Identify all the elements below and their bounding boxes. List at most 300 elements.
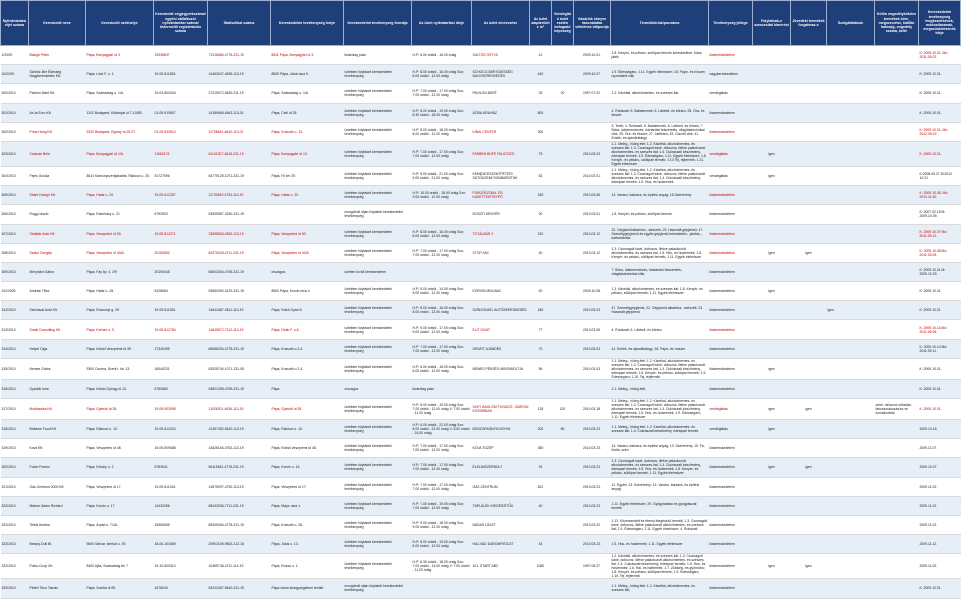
- table-cell: Polus-Coop Zrt.: [29, 554, 86, 579]
- table-cell: 307/2010.: [1, 224, 29, 243]
- table-row[interactable]: [1, 65, 961, 84]
- table-cell: [827, 535, 875, 554]
- table-row[interactable]: [1, 205, 961, 224]
- table-cell: 2010.03.23.: [574, 420, 611, 439]
- table-cell: [753, 320, 791, 339]
- table-cell: [552, 477, 574, 496]
- table-row[interactable]: [1, 262, 961, 281]
- table-cell: [875, 515, 919, 534]
- table-cell: 2010.03.12.: [574, 243, 611, 262]
- table-cell: Andrási Tibor: [29, 282, 86, 301]
- table-cell: Pápa, Kossuth u. 28.: [271, 515, 344, 534]
- table-cell: 300: [530, 122, 552, 141]
- table-cell: [791, 535, 827, 554]
- table-cell: 2009.10.01.: [574, 46, 611, 65]
- table-cell: 1.1. Meleg-, hideg étel; 1.2. Kávéital, alkoholmentes- és szeszes ital; 1.3. Csomagolt kávé, dobozos, illetve palackozott alkoholmentes- és szeszes ital; 1.4. Cukrászati készítmény, édesipari termék; 1.9. Édességáru; 1.11. Egyéb élelmiszer; 1.8. Kenyér- és pékáru, sütőipari termék; 1.10 Tej, tejtermék; 1.11. Egyéb élelmiszer: [611, 141, 707, 166]
- table-cell: 19-09-511016: [154, 477, 208, 496]
- table-cell: üzletben folytatott kereskedelmi tevékenység: [344, 339, 412, 358]
- table-cell: üzletben folytatott kereskedelmi tevékenység: [344, 243, 412, 262]
- table-cell: 1.1. Meleg-, hideg étel; 1.2. Kávéital, alkoholmentes- és szeszes ital; 1.3. Csomagolt kávé, dobozos, illetve palackozott alkoholmentes- és szeszes ital; 1.4. Cukrászati készítmény, édesipari termék; 1.5. Hús- és hústermék: [611, 166, 709, 185]
- table-row[interactable]: [1, 399, 961, 420]
- table-cell: ELIT DIVAT: [472, 320, 530, 339]
- table-cell: 2009.11.12.: [919, 535, 961, 554]
- table-cell: [753, 439, 791, 458]
- table-cell: 1.3. Csomagolt kávé, dobozos, illetve palackozott alkoholmentes- és szeszes ital; 1.5. Hús- és hústermék; 1.8. Kenyér- és pékáru, sütőipari termék; 1.11. Egyéb élelmiszer: [611, 243, 709, 262]
- table-cell: Pápa, Kőváry u. 2.: [86, 458, 154, 477]
- table-cell: [791, 358, 827, 379]
- table-cell: [791, 224, 827, 243]
- table-cell: 62525740-1071-231-08: [208, 358, 271, 379]
- table-cell: [552, 205, 574, 224]
- table-cell: Pápa, Major utca 1.: [271, 496, 344, 515]
- table-cell: 10465746-4711-114-19: [208, 554, 271, 579]
- table-cell: KORVIN MINI ABC: [472, 282, 530, 301]
- table-cell: 2010.03.23.: [574, 496, 611, 515]
- table-row[interactable]: [1, 358, 961, 379]
- table-cell: 315/2010.: [1, 358, 29, 379]
- table-cell: [791, 103, 827, 122]
- table-cell: üzletben folytatott kereskedelmi tevékenység: [344, 224, 412, 243]
- table-cell: [791, 496, 827, 515]
- table-cell: [552, 515, 574, 534]
- table-cell: 96: [530, 358, 552, 379]
- table-cell: 9300 Csorna, Szent I. kir. 13.: [86, 358, 154, 379]
- table-cell: H-P: 8.00 órától - 16.00 óráig Szo: 8.00 órától - 12.00 óráig: [412, 65, 472, 84]
- table-cell: [791, 420, 827, 439]
- column-header[interactable]: Kereskedő cégjegyzékszáma/ egyéni vállalkozói nyilvántartási száma/ őstermelői regisztrációs száma: [154, 1, 208, 46]
- table-cell: [552, 122, 574, 141]
- table-cell: [827, 141, 875, 166]
- table-cell: [552, 141, 574, 166]
- table-cell: Pápa, Veszprémi út 40/A: [271, 243, 344, 262]
- table-cell: [875, 579, 919, 598]
- table-cell: [753, 496, 791, 515]
- table-cell: Beauty-Dull Bt.: [29, 535, 86, 554]
- table-cell: Pápa, Rozsa u. 1.: [271, 554, 344, 579]
- table-cell: K: 2009.10.01.: [919, 84, 961, 103]
- table-cell: [875, 186, 919, 205]
- table-cell: [791, 141, 827, 166]
- table-row[interactable]: [1, 84, 961, 103]
- table-cell: [827, 262, 875, 281]
- table-cell: [875, 301, 919, 320]
- table-cell: 322/2010.: [1, 496, 29, 515]
- table-cell: [574, 122, 611, 141]
- table-cell: H-P: 7.00 órától - 17.00 óráig Szo: 7.00 órától - 12.00 óráig: [412, 243, 472, 262]
- table-cell: Pápa, Celli út 25.: [271, 103, 344, 122]
- table-cell: kiskereskedelem: [709, 535, 753, 554]
- table-cell: 1.8. Kenyér- és pékáru, sütőipari termék kereskedése: bútor, játék: [611, 46, 709, 65]
- table-cell: kiskereskedelem: [709, 205, 753, 224]
- table-cell: NEMES PÉKSÉG MINTABOLTJA: [472, 358, 530, 379]
- table-cell: 323/2010.: [1, 579, 29, 598]
- table-cell: 822: [530, 477, 552, 496]
- table-cell: 23698563-4532-113-19: [208, 224, 271, 243]
- table-row[interactable]: [1, 339, 961, 358]
- table-cell: 8400 Ajka, Szabadság tér 7.: [86, 554, 154, 579]
- table-cell: H-P: 6.00 órától - 22.00 óráig Szo: 8.00 órától - 22.00 óráig V: 8.00 órától - 16.00 óráig: [412, 420, 472, 439]
- table-cell: PAVILON BÜFÉ: [472, 84, 530, 103]
- column-header[interactable]: Statisztikai száma: [208, 1, 271, 46]
- table-cell: [791, 122, 827, 141]
- table-cell: GRAFIT AJÁNDÉK: [472, 339, 530, 358]
- table-cell: [875, 122, 919, 141]
- table-cell: [552, 379, 574, 398]
- table-cell: kizárólag piaci: [344, 46, 412, 65]
- table-cell: 6750860: [154, 379, 208, 398]
- table-cell: 8511 Pápa, Bonyagyári út 3.: [271, 46, 344, 65]
- table-cell: 1.2. Kávéital, alkoholmentes- és szeszes ital;: [611, 84, 709, 103]
- table-cell: Pápa, Bonyagyári út 13.: [271, 141, 344, 166]
- table-cell: Pápa, Veszprémi út 48.: [86, 439, 154, 458]
- table-cell: [827, 554, 875, 579]
- table-cell: 19-10-500314: [154, 554, 208, 579]
- table-row[interactable]: [1, 103, 961, 122]
- table-cell: [791, 282, 827, 301]
- column-header[interactable]: Folytatnak-e szeszesital kimérést: [753, 1, 791, 46]
- table-cell: 2010.03.12.: [574, 224, 611, 243]
- table-cell: [530, 579, 552, 598]
- table-row[interactable]: [1, 282, 961, 301]
- table-cell: 318/2010.: [1, 420, 29, 439]
- column-header[interactable]: Termékkör/ak/ponzáma: [611, 1, 709, 46]
- table-cell: 210: [530, 224, 552, 243]
- table-cell: 101. START ABC: [472, 554, 530, 579]
- table-cell: Pápa, Kossuth u.2-4.: [271, 358, 344, 379]
- table-cell: [271, 205, 344, 224]
- table-cell: nagykereskedelem: [709, 65, 753, 84]
- table-cell: K: 2009.10.14 Mó: 2011.09.11.: [919, 339, 961, 358]
- table-row[interactable]: [1, 458, 961, 477]
- table-cell: 301/2010.: [1, 103, 29, 122]
- table-cell: igen: [753, 399, 791, 420]
- table-row[interactable]: [1, 320, 961, 339]
- table-cell: Pétert Tibor Tamás: [29, 579, 86, 598]
- header-row: [1, 1, 961, 46]
- table-cell: 14189665-4643-113-01: [208, 103, 271, 122]
- table-cell: Császár Béla: [29, 141, 86, 166]
- table-row[interactable]: [1, 122, 961, 141]
- table-cell: [753, 65, 791, 84]
- table-cell: 41. Emlék- és ajándéktárgy; 18. Papír- és írószer: [611, 339, 709, 358]
- table-cell: [574, 579, 611, 598]
- table-cell: [472, 579, 530, 598]
- table-cell: [827, 399, 875, 420]
- table-cell: H-P: 6.00 órától - 19.00 óráig Szo: 7.00 órától - 12.00 óráig V: 7.00 órától - 11.00 óráig: [412, 399, 472, 420]
- table-cell: Pápa, Somlai út 69.: [86, 579, 154, 598]
- table-cell: 19-09-509688: [154, 439, 208, 458]
- table-cell: 322/2010.: [1, 515, 29, 534]
- table-cell: 2010.03.03.: [574, 141, 611, 166]
- column-header[interactable]: Kereskedelmi tevékenység megkezdésének, módosításának, megszüntetésének ideje: [919, 1, 961, 46]
- table-cell: Pápa, Határ u. 28.: [86, 282, 154, 301]
- table-row[interactable]: [1, 496, 961, 515]
- table-cell: [827, 496, 875, 515]
- column-header[interactable]: Kereskedelmi tevékenység helye: [271, 1, 344, 46]
- table-cell: vendéglátás: [709, 166, 753, 185]
- table-cell: Fejes Gusika: [29, 166, 86, 185]
- table-row[interactable]: [1, 477, 961, 496]
- table-cell: 19335837: [154, 46, 208, 65]
- table-cell: 27215972-5630-211-19: [208, 84, 271, 103]
- table-cell: [791, 65, 827, 84]
- table-cell: 800: [530, 103, 552, 122]
- table-cell: H-P: 8.00 órától - 16.00 óráig Szo: 8.00 órától - 12.00 óráig: [412, 224, 472, 243]
- table-row[interactable]: [1, 224, 961, 243]
- table-cell: H-P: 7.00 órától - 19.00 óráig Szo: 7.00 órától - 12.00 óráig: [412, 496, 472, 515]
- table-cell: 1080: [530, 554, 552, 579]
- table-cell: [552, 224, 574, 243]
- table-cell: 1.2. Kávéital, alkoholmentes- és szeszes ital; 1.3. Csomagolt kávé, dobozos, illetve palackozott alkoholmentes- és szeszes ital; 1.4. Cukrászati készítmény, édesipari termék; 1.5. Hús- és hústermék; 1.6. Hal- és haltermék; 1.7. Zöldség- és gyümölcs; 1.8. Kenyér- és pékáru, sütőipari termék; 1.9. Édességáru; 1.10. Tej, tejtermék: [611, 554, 709, 579]
- column-header[interactable]: Külön engedélyköteles termékek köre, megszerzése, kiállító hatóság, engedély száma, kelte: [875, 1, 919, 46]
- table-cell: [552, 65, 574, 84]
- table-cell: K: 2009.10.01.: [919, 399, 961, 420]
- table-cell: 2010.03.20.: [574, 515, 611, 534]
- table-cell: 1102 Budapest, Kőbányai út 7-10/3B.: [86, 103, 154, 122]
- table-cell: [875, 358, 919, 379]
- table-cell: kiskereskedelem: [709, 301, 753, 320]
- table-cell: [791, 379, 827, 398]
- table-cell: 66503354-4755-231-19: [208, 262, 271, 281]
- table-cell: 5128684: [154, 282, 208, 301]
- table-cell: [530, 515, 552, 534]
- table-cell: 15360555: [154, 515, 208, 534]
- table-cell: TÁPLÁLÉK KIEGÉSZÍTŐK: [472, 496, 530, 515]
- table-cell: [827, 186, 875, 205]
- table-cell: [791, 262, 827, 281]
- table-cell: [875, 205, 919, 224]
- table-cell: mozgóbolt útján folytatott kereskedelmi tevékenység: [344, 579, 412, 598]
- table-cell: H-P: 7.00 órától - 17.00 óráig Szo: 7.00 órától - 12.00 óráig: [412, 141, 472, 166]
- column-header[interactable]: Kereskedelmi tevékenység formája: [344, 1, 412, 46]
- table-row[interactable]: [1, 579, 961, 598]
- table-cell: [875, 166, 919, 185]
- table-cell: 2009.10.08.: [574, 282, 611, 301]
- table-cell: Pápa, Gyimóti út 35.: [86, 399, 154, 420]
- table-cell: [753, 186, 791, 205]
- table-cell: [574, 262, 611, 281]
- table-row[interactable]: [1, 141, 961, 166]
- table-cell: 16040231: [154, 358, 208, 379]
- table-cell: [791, 166, 827, 185]
- table-cell: 14. Vasáru, barkács, és építési anyag; 15.Szerelvény: [611, 186, 709, 205]
- table-cell: [827, 458, 875, 477]
- table-cell: [753, 579, 791, 598]
- table-cell: Pápa, Kórház u. 9.: [86, 320, 154, 339]
- table-cell: [753, 339, 791, 358]
- table-row[interactable]: [1, 243, 961, 262]
- table-cell: Szinvaval Autó Kft.: [29, 301, 86, 320]
- table-cell: BOSZORKÁNYKONYHA: [472, 420, 530, 439]
- table-cell: [552, 458, 574, 477]
- column-header[interactable]: Nyilvántartási eljel száma: [1, 1, 29, 46]
- table-cell: [574, 379, 611, 398]
- table-cell: 1.9. Édességáru; 1.11. Egyéb élelmiszer; 18. Papír- és írószer, nyomtatott cikk: [611, 65, 709, 84]
- table-cell: HAJ-VAD DAROMFIÉZLET: [472, 535, 530, 554]
- table-cell: kiskereskedelem: [709, 122, 753, 141]
- table-cell: Ax-Ia Euro Kft.: [29, 103, 86, 122]
- table-cell: üzletben folytatott kereskedelmi tevékenység: [344, 65, 412, 84]
- table-cell: 19-09-512784: [154, 320, 208, 339]
- table-cell: K: 2009.10.16 Mó: 2011.06.06.: [919, 320, 961, 339]
- table-cell: Rugg László: [29, 205, 86, 224]
- table-cell: igen: [753, 420, 791, 439]
- table-cell: 10/2009.: [1, 65, 29, 84]
- table-cell: 2010.03.08.: [574, 186, 611, 205]
- table-cell: Pápa, Korvin u. 15.: [271, 458, 344, 477]
- table-cell: kiskereskedelem: [709, 439, 753, 458]
- table-cell: üzletben folytatott kereskedelmi tevékenység: [344, 141, 412, 166]
- table-cell: 2009.11.02.: [919, 477, 961, 496]
- column-header[interactable]: Az üzlet elnevezése: [472, 1, 530, 46]
- table-cell: Pápa, Veszprémi út 17.: [86, 477, 154, 496]
- table-cell: 323/2010.: [1, 535, 29, 554]
- table-cell: [827, 515, 875, 534]
- table-row[interactable]: [1, 379, 961, 398]
- table-cell: Pápa, Kiskő Gyári 8.: [271, 301, 344, 320]
- table-cell: kiskereskedelem: [709, 579, 753, 598]
- table-cell: K: 2009.10.01 M: 2009.10.29: [919, 262, 961, 281]
- table-row[interactable]: [1, 535, 961, 554]
- table-cell: igen: [753, 243, 791, 262]
- table-cell: [827, 379, 875, 398]
- table-cell: Pápa, Veszprémi út 40/A.: [86, 243, 154, 262]
- table-cell: üzletben folytatott kereskedelmi tevékenység: [344, 458, 412, 477]
- table-cell: [827, 46, 875, 65]
- column-header[interactable]: Kereskedő székhelye: [86, 1, 154, 46]
- table-cell: [875, 84, 919, 103]
- table-cell: K: 2009.10.01.: [919, 65, 961, 84]
- table-cell: Pápa, Határ u. 20.: [271, 186, 344, 205]
- table-cell: KOVA TÜZÉP: [472, 439, 530, 458]
- table-cell: mozgóbolt útján folytatott kereskedelmi tevékenység: [344, 205, 412, 224]
- table-cell: [753, 301, 791, 320]
- table-cell: 2009.10.07.: [574, 65, 611, 84]
- table-row[interactable]: [1, 554, 961, 579]
- table-cell: [827, 103, 875, 122]
- table-cell: [791, 320, 827, 339]
- table-row[interactable]: [1, 439, 961, 458]
- table-row[interactable]: [1, 166, 961, 185]
- table-cell: üzletben folytatott kereskedelmi tevékenység: [344, 103, 412, 122]
- table-cell: 19-09-511051: [154, 301, 208, 320]
- table-cell: H-P: 8.00 órától - 19.00 óráig Szo: 8.00 órától - 12.00 óráig: [412, 535, 472, 554]
- table-cell: 303/2010.: [1, 141, 29, 166]
- table-cell: kiskereskedelem: [709, 358, 753, 379]
- table-cell: H-P: 5.00 órától - 14.00 óráig Szo: 5.00 órától - 12.00 óráig: [412, 282, 472, 301]
- table-cell: 1997.07.02.: [574, 84, 611, 103]
- table-cell: [791, 579, 827, 598]
- table-cell: kiskereskedelem: [709, 379, 753, 398]
- table-cell: [552, 186, 574, 205]
- table-cell: üzletben folytatott kereskedelmi tevékenység: [344, 515, 412, 534]
- table-row[interactable]: [1, 186, 961, 205]
- table-cell: kiskereskedelem: [709, 282, 753, 301]
- column-header[interactable]: Vásárlók könyve használatba vételének időpontja: [574, 1, 611, 46]
- table-cell: [472, 379, 530, 398]
- table-cell: 51727596: [154, 166, 208, 185]
- column-header[interactable]: Az üzlet nyitvatartási ideje: [412, 1, 472, 46]
- table-cell: 19-09-512287: [154, 186, 208, 205]
- table-cell: [552, 46, 574, 65]
- table-cell: 22. Gépjárműalkatrész, -tartozék; 23. Használt gépjármű; 47. Személygépjármű és egyéb gépjármű-kereskedés, -javítás, -karbantartás: [611, 224, 709, 243]
- table-cell: [875, 224, 919, 243]
- table-cell: 61141307-4618-231-19: [208, 141, 271, 166]
- table-row[interactable]: [1, 301, 961, 320]
- table-cell: 304/2010.: [1, 166, 29, 185]
- table-cell: KÍNAI CENTER: [472, 122, 530, 141]
- table-cell: SALTOS ÓSTYA: [472, 46, 530, 65]
- table-cell: vendéglátás: [709, 84, 753, 103]
- table-cell: 2009.11.02.: [919, 554, 961, 579]
- table-cell: 2010.03.01.: [574, 205, 611, 224]
- table-cell: [827, 282, 875, 301]
- table-cell: [827, 205, 875, 224]
- table-cell: [875, 535, 919, 554]
- table-cell: 4. Ruházati; 6. Lábbeli- és bőráru: [611, 320, 709, 339]
- table-cell: 1997.08.27.: [574, 554, 611, 579]
- table-cell: [753, 224, 791, 243]
- table-cell: K: 2009.10.01: [919, 301, 961, 320]
- table-cell: H-P: 6.00 órától - 18.00 óráig Szo: 6.00 órától - 12.00 óráig: [412, 358, 472, 379]
- column-header[interactable]: Jövedéki termékek forgalmaz-e: [791, 1, 827, 46]
- table-cell: 65068254-4778-231-19: [208, 339, 271, 358]
- column-header[interactable]: Tevékenység jellege: [709, 1, 753, 46]
- table-cell: K: 2009.10.01.: [919, 358, 961, 379]
- table-cell: 18-06-104389: [154, 535, 208, 554]
- table-cell: 11563176: [154, 141, 208, 166]
- column-header[interactable]: Vendéglátó üzlet esetén befogadó képesség: [552, 1, 574, 46]
- table-cell: ROSZTI KENYÉR: [472, 205, 530, 224]
- table-cell: 17340495: [154, 339, 208, 358]
- table-cell: [827, 84, 875, 103]
- table-cell: Balogh Péter: [29, 46, 86, 65]
- table-cell: 9600 Sárvár, Ikerkút u. 39.: [86, 535, 154, 554]
- table-cell: 321/2010.: [1, 477, 29, 496]
- table-cell: [552, 282, 574, 301]
- table-cell: Boltame Food Kft.: [29, 420, 86, 439]
- table-cell: 14628164-4752-113-19: [208, 439, 271, 458]
- table-row[interactable]: [1, 515, 961, 534]
- table-cell: 306/2010.: [1, 205, 29, 224]
- table-cell: Pápa, Liszt F. u. 1.: [86, 65, 154, 84]
- table-cell: K: 2007.02.19 M: 2009.10.09.: [919, 205, 961, 224]
- table-cell: 2010.03.03.: [574, 339, 611, 358]
- table-cell: Prina Hang Kft.: [29, 122, 86, 141]
- table-row[interactable]: [1, 420, 961, 439]
- table-cell: 65349454-4778-231-19: [208, 515, 271, 534]
- table-cell: [827, 439, 875, 458]
- table-cell: 1.5. Hús- és hústermék; 1.11. Egyéb élelmiszer: [611, 535, 709, 554]
- column-header[interactable]: Az üzlet alapterülete m²: [530, 1, 552, 46]
- table-cell: K: 2009.10.01.: [919, 379, 961, 398]
- table-cell: [753, 262, 791, 281]
- table-cell: Pápa, Szabadság u. 1/A: [271, 84, 344, 103]
- table-cell: Pápa, Bonyagyári út 1/A.: [86, 141, 154, 166]
- table-body: [1, 46, 961, 599]
- table-cell: 1.1. Meleg-, hideg étel; 1.2. Kávéital, alkoholmentes- és szeszes ital; 1.3. Csomagolt kávé, dobozos, illetve palackozott alkoholmentes- és szeszes ital; 1.4. Cukrászati készítmény, édesipari termék; 1.5. Hús- és hústermék; 1.9. Édességáru; 1.11. Egyéb élelmiszer: [611, 399, 709, 420]
- table-cell: [753, 477, 791, 496]
- table-cell: 2009.11.07.: [919, 439, 961, 458]
- column-header[interactable]: Kereskedő neve: [29, 1, 86, 46]
- table-cell: igen: [753, 554, 791, 579]
- column-header[interactable]: Szolgáltatások: [827, 1, 875, 46]
- table-cell: 65119451-4778-231-19: [208, 458, 271, 477]
- table-row[interactable]: [1, 46, 961, 65]
- table-cell: 1.3. Csomagolt kávé, dobozos, illetve palackozott alkoholmentes- és szeszes ital; 1.4. Cukrászati készítmény, édesipari termék; 1.5. Hús- és hústermék; 1.8. Kenyér- és pékáru, sütőipari termék; 1.11. Egyéb élelmiszer: [611, 458, 709, 477]
- table-cell: Fodor Ferenc: [29, 458, 86, 477]
- table-cell: Pápa, Fáy ltp. 4. 2/9: [86, 262, 154, 281]
